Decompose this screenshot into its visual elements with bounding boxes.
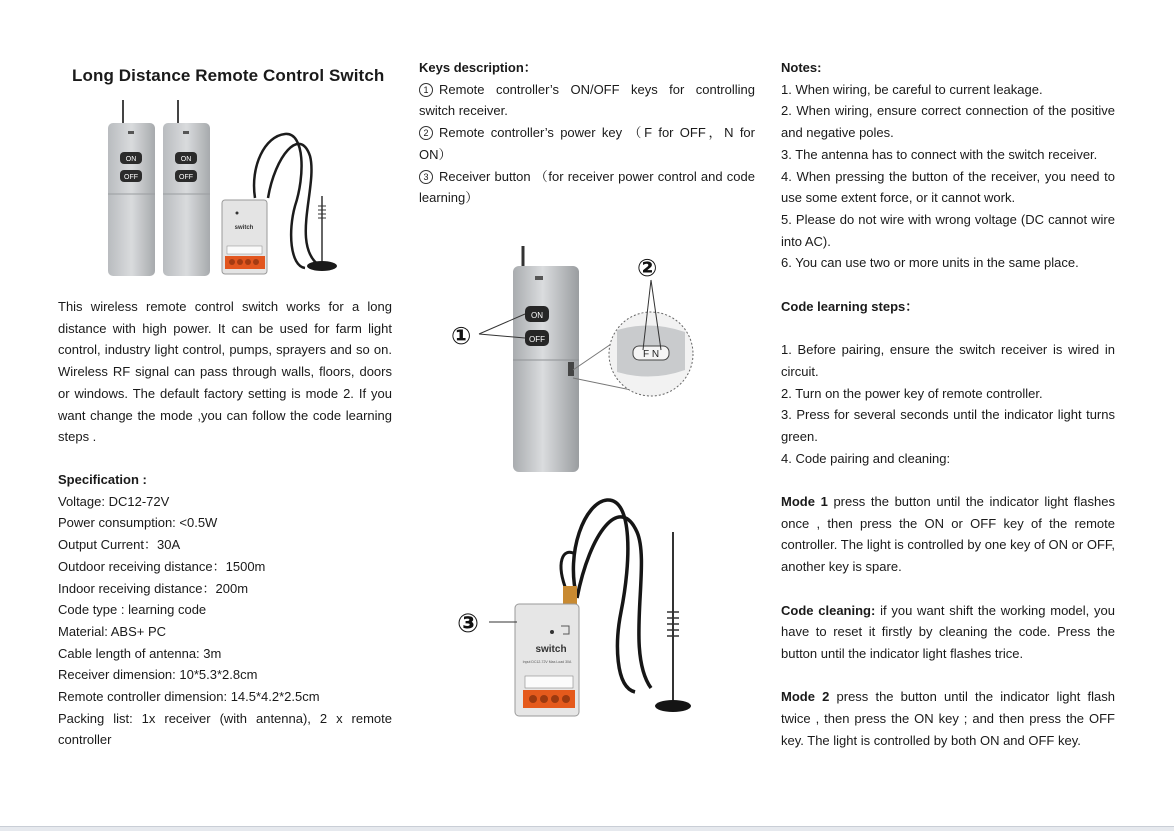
- mode-2-paragraph: Mode 2 press the button until the indicator light flash twice , then press the ON key ; and then press the OFF key. The light is controlled by both ON and OFF key.: [781, 689, 1115, 748]
- notes-heading: Notes:: [781, 60, 822, 75]
- specification-heading: Specification :: [58, 472, 147, 487]
- product-photo: [100, 96, 345, 280]
- receiver-rating-text: Input DC12-72V Max.Load 30A: [522, 660, 572, 664]
- on-key-label: ON: [531, 311, 543, 320]
- note-item: 1. When wiring, be careful to current leakage.: [781, 81, 1043, 97]
- spec-item: Outdoor receiving distance：1500m: [58, 558, 266, 574]
- code-step: 2. Turn on the power key of remote controller.: [781, 385, 1043, 401]
- number-badge: 3: [419, 170, 433, 184]
- note-item: 6. You can use two or more units in the same place.: [781, 255, 1079, 271]
- page-bottom-edge: [0, 826, 1174, 831]
- remote-controller-1: [108, 123, 155, 276]
- spec-item: Receiver dimension: 10*5.3*2.8cm: [58, 667, 258, 683]
- keys-description-section: [419, 57, 755, 209]
- mode-1-paragraph: Mode 1 press the button until the indicator light flashes once , then press the ON or OFF key of the remote controller. The light is controlled by one key of ON or OFF, another key is spare.: [781, 494, 1115, 575]
- spec-item: Voltage: DC12-72V: [58, 493, 170, 509]
- intro-paragraph: This wireless remote control switch works for a long distance with high power. It can be used for farm light control, industry light control, pumps, sprayers and so on. Wireless RF signal can pass through walls, floors, doors or windows. The default factory setting is mode 2. If you want change the mode ,you can follow the code learning steps .: [58, 299, 392, 445]
- receiver-diagram: [455, 492, 695, 724]
- receiver-label: switch: [234, 225, 254, 231]
- callout-2: ②: [637, 254, 658, 282]
- note-item: 3. The antenna has to connect with the switch receiver.: [781, 146, 1098, 162]
- remote-1-off-label: OFF: [124, 174, 138, 181]
- spec-item: Cable length of antenna: 3m: [58, 645, 222, 661]
- off-key-label: OFF: [529, 335, 545, 344]
- key-item-2: 2 Remote controller’s power key （F for OFF，N for ON）: [419, 125, 755, 162]
- receiver-label: switch: [535, 644, 567, 655]
- spec-item: Indoor receiving distance：200m: [58, 580, 249, 596]
- spec-item: Code type : learning code: [58, 602, 207, 618]
- spec-item: Power consumption: <0.5W: [58, 515, 218, 531]
- power-switch-label: F N: [642, 349, 660, 360]
- remote-controller-2: [163, 123, 210, 276]
- number-badge: 2: [419, 126, 433, 140]
- number-badge: 1: [419, 83, 433, 97]
- mode-2-label: Mode 2: [781, 689, 830, 705]
- page-title: Long Distance Remote Control Switch: [72, 66, 385, 85]
- remote-2-off-label: OFF: [179, 174, 193, 181]
- code-cleaning-label: Code cleaning:: [781, 602, 876, 618]
- notes-section: [781, 57, 1115, 751]
- code-step: 3. Press for several seconds until the indicator light turns green.: [781, 407, 1115, 444]
- code-step: 1. Before pairing, ensure the switch receiver is wired in circuit.: [781, 342, 1115, 379]
- callout-1: ①: [451, 322, 472, 350]
- remote-1-on-label: ON: [125, 156, 137, 163]
- key-item-3: 3 Receiver button （for receiver power control and code learning）: [419, 168, 755, 206]
- code-step: 4. Code pairing and cleaning:: [781, 450, 951, 466]
- remote-diagram: [445, 242, 705, 474]
- spec-item: Material: ABS+ PC: [58, 623, 167, 639]
- note-item: 2. When wiring, ensure correct connection of the positive and negative poles.: [781, 103, 1115, 141]
- key-item-1: 1 Remote controller’s ON/OFF keys for controlling switch receiver.: [419, 81, 755, 119]
- specification-section: [58, 469, 392, 751]
- callout-3: ③: [457, 609, 480, 639]
- spec-item: Packing list: 1x receiver (with antenna), 2 x remote controller: [58, 710, 392, 748]
- code-cleaning-paragraph: Code cleaning: if you want shift the working model, you have to reset it firstly by cleaning the code. Press the button until the indicator light flashes trice.: [781, 602, 1115, 661]
- note-item: 4. When pressing the button of the receiver, you need to use some extent force, or it cannot work.: [781, 168, 1115, 206]
- spec-item: Remote controller dimension: 14.5*4.2*2.5cm: [58, 689, 320, 705]
- keys-heading: Keys description：: [419, 60, 537, 75]
- remote-2-on-label: ON: [180, 156, 192, 163]
- code-learning-heading: Code learning steps：: [781, 298, 919, 314]
- spec-item: Output Current：30A: [58, 537, 181, 553]
- note-item: 5. Please do not wire with wrong voltage (DC cannot wire into AC).: [781, 211, 1115, 249]
- mode-1-label: Mode 1: [781, 494, 828, 510]
